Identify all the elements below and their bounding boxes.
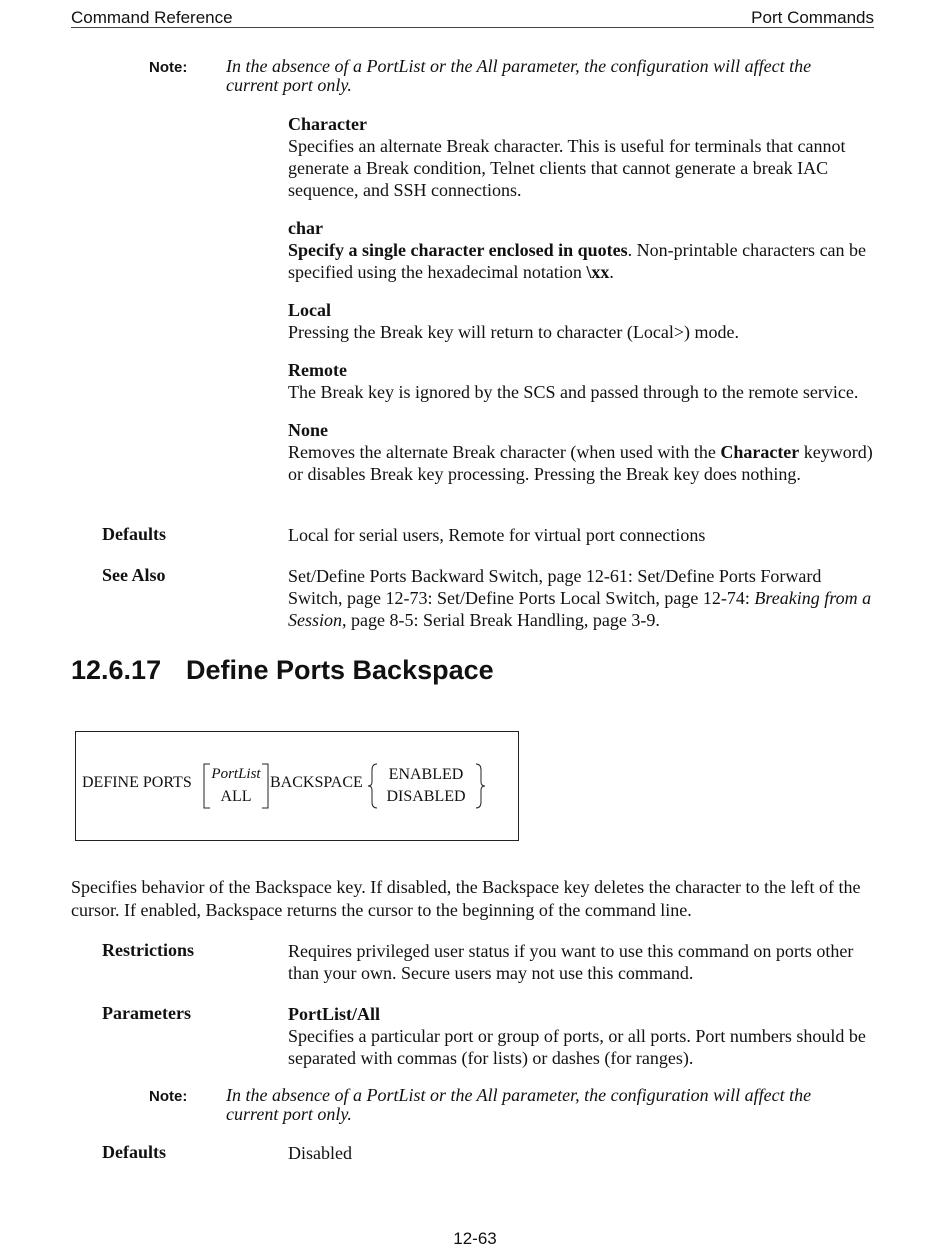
reference-italic: Breaking from a Session xyxy=(288,588,872,630)
option-title: Local xyxy=(288,300,331,320)
page-number: 12-63 xyxy=(453,1229,497,1248)
option-description: Pressing the Break key will return to character (Local>) mode. xyxy=(288,322,739,342)
section-title: Define Ports Backspace xyxy=(186,655,494,685)
code-text: \xx xyxy=(586,262,610,282)
parameters-label: Parameters xyxy=(102,1003,191,1023)
option-description: The Break key is ignored by the SCS and passed through to the remote service. xyxy=(288,382,859,402)
syntax-diagram xyxy=(75,731,519,841)
emphasis-text: Specify a single character enclosed in quotes xyxy=(288,240,628,260)
syntax-command: DEFINE PORTS xyxy=(82,774,192,791)
syntax-option-portlist: PortList xyxy=(211,766,261,782)
note-label: Note: xyxy=(149,59,188,76)
description-text: . xyxy=(609,262,614,282)
option-title: Remote xyxy=(288,360,347,380)
defaults-text: Disabled xyxy=(288,1143,352,1163)
running-header-right: Port Commands xyxy=(751,8,874,27)
header-rule xyxy=(71,27,874,28)
syntax-keyword: BACKSPACE xyxy=(270,774,363,791)
option-title: Character xyxy=(288,114,367,134)
syntax-choice-enabled: ENABLED xyxy=(388,766,464,783)
see-also-label: See Also xyxy=(102,565,166,585)
note-text: In the absence of a PortList or the All parameter, the configuration will affect the current port only. xyxy=(226,56,812,95)
parameters-body xyxy=(288,1003,878,1069)
command-description: Specifies behavior of the Backspace key. If disabled, the Backspace key deletes the character to the left of the cursor. If enabled, Backspace returns the cursor to the beginning of the command line. xyxy=(71,877,861,920)
parameter-description: Specifies a particular port or group of ports, or all ports. Port numbers should be separated with commas (for lists) or dashes (for ranges). xyxy=(288,1026,866,1068)
running-header-left: Command Reference xyxy=(71,8,233,27)
option-local xyxy=(288,299,878,343)
option-none xyxy=(288,419,878,485)
defaults-text: Local for serial users, Remote for virtual port connections xyxy=(288,525,706,545)
section-heading xyxy=(71,655,494,686)
syntax-choice-disabled: DISABLED xyxy=(386,788,466,805)
note-text: In the absence of a PortList or the All parameter, the configuration will affect the current port only. xyxy=(226,1085,812,1124)
emphasis-text: Character xyxy=(720,442,800,462)
defaults-label: Defaults xyxy=(102,1142,166,1162)
syntax-option-all: ALL xyxy=(220,788,252,805)
reference-text: Set/Define Ports Backward Switch, page 12-61: Set/Define Ports Forward Switch, page 12-73: Set/Define Ports Local Switch, page 12-74: xyxy=(288,566,822,608)
option-description xyxy=(288,239,878,283)
defaults-label: Defaults xyxy=(102,524,166,544)
description-text: . Non-printable characters can be specified using the hexadecimal notation xyxy=(288,240,867,282)
section-number: 12.6.17 xyxy=(71,655,162,685)
restrictions-label: Restrictions xyxy=(102,940,194,960)
option-remote xyxy=(288,359,878,403)
option-description xyxy=(288,441,878,485)
restrictions-text: Requires privileged user status if you want to use this command on ports other than your own. Secure users may not use this command. xyxy=(288,941,854,983)
see-also-text xyxy=(288,565,878,631)
option-description: Specifies an alternate Break character. This is useful for terminals that cannot generate a Break condition, Telnet clients that cannot generate a break IAC sequence, and SSH connections. xyxy=(288,136,846,200)
reference-text: , page 8-5: Serial Break Handling, page 3-9. xyxy=(342,610,660,630)
option-character xyxy=(288,113,878,201)
option-title: None xyxy=(288,420,328,440)
description-text: Removes the alternate Break character (when used with the xyxy=(288,442,721,462)
option-char xyxy=(288,217,878,283)
right-brace-icon xyxy=(473,762,487,810)
description-text: keyword) or disables Break key processing. Pressing the Break key does nothing. xyxy=(288,442,873,484)
parameter-title: PortList/All xyxy=(288,1004,380,1024)
option-title: char xyxy=(288,218,323,238)
note-label: Note: xyxy=(149,1088,188,1105)
